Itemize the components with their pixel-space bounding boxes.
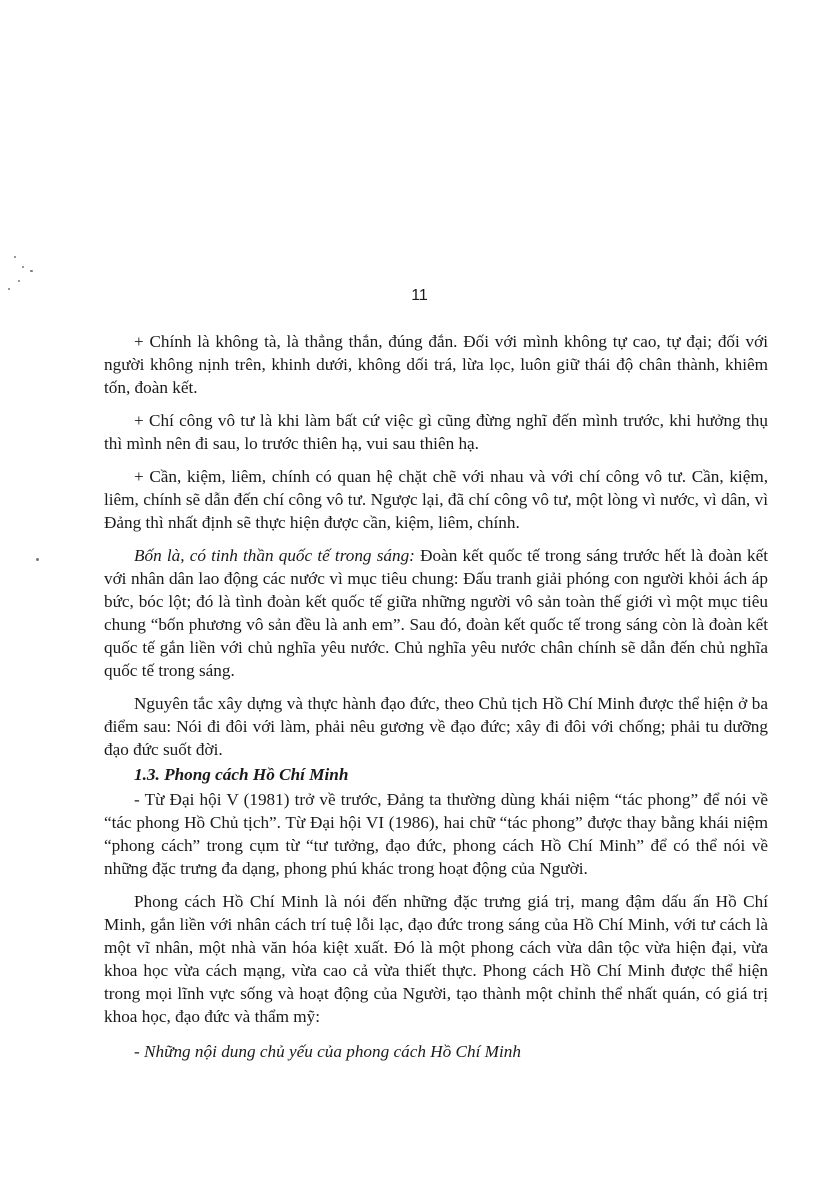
section-heading: 1.3. Phong cách Hồ Chí Minh bbox=[134, 765, 349, 784]
subheading-main-contents bbox=[104, 1038, 768, 1063]
paragraph-style-definition: Phong cách Hồ Chí Minh là nói đến những đặc trưng giá trị, mang đậm dấu ấn Hồ Chí Minh, gắn liền với nhân cách trí tuệ lỗi lạc, đạo đức trong sáng của Hồ Chí Minh, với tư cách là một vĩ nhân, một nhà văn hóa kiệt xuất. Đó là một phong cách vừa dân tộc vừa hiện đại, vừa khoa học vừa cách mạng, vừa cao cả vừa thiết thực. Phong cách Hồ Chí Minh được thể hiện trong mọi lĩnh vực sống và hoạt động của Người, tạo thành một chỉnh thể nhất quán, có giá trị khoa học, đạo đức và thẩm mỹ: bbox=[104, 892, 768, 1026]
scan-speck bbox=[36, 558, 39, 561]
internationalism-body: Đoàn kết quốc tế trong sáng trước hết là đoàn kết với nhân dân lao động các nước vì mục tiêu chung: Đấu tranh giải phóng con người khỏi ách áp bức, bóc lột; đó là tình đoàn kết quốc tế giữa những người vô sản toàn thế giới vì một mục tiêu chung “bốn phương vô sản đều là anh em”. Sau đó, đoàn kết quốc tế trong sáng còn là đoàn kết quốc tế gắn liền với chủ nghĩa yêu nước. Chủ nghĩa yêu nước chân chính sẽ dẫn đến chủ nghĩa quốc tế trong sáng. bbox=[104, 546, 769, 680]
scan-speck bbox=[18, 280, 20, 282]
paragraph-impartiality: + Chí công vô tư là khi làm bất cứ việc gì cũng đừng nghĩ đến mình trước, khi hưởng thụ thì mình nên đi sau, lo trước thiên hạ, vui sau thiên hạ. bbox=[104, 411, 768, 453]
paragraph-principles: Nguyên tắc xây dựng và thực hành đạo đức, theo Chủ tịch Hồ Chí Minh được thể hiện ở ba điểm sau: Nói đi đôi với làm, phải nêu gương về đạo đức; xây đi đôi với chống; phải tu dưỡng đạo đức suốt đời. bbox=[104, 694, 768, 759]
paragraph-internationalism bbox=[104, 544, 768, 682]
page-body bbox=[104, 330, 768, 1063]
scan-speck bbox=[22, 266, 24, 268]
paragraph-virtues-relation: + Cần, kiệm, liêm, chính có quan hệ chặt chẽ với nhau và với chí công vô tư. Cần, kiệm, liêm, chính sẽ dẫn đến chí công vô tư. Ngược lại, đã chí công vô tư, một lòng vì nước, vì dân, vì Đảng thì nhất định sẽ thực hiện được cần, kiệm, liêm, chính. bbox=[104, 467, 768, 532]
internationalism-lead: Bốn là, có tinh thần quốc tế trong sáng: bbox=[134, 546, 415, 565]
scan-speck bbox=[14, 256, 16, 258]
paragraph-integrity: + Chính là không tà, là thẳng thắn, đúng đắn. Đối với mình không tự cao, tự đại; đối với người không nịnh trên, khinh dưới, không dối trá, lừa lọc, luôn giữ thái độ chân thành, khiêm tốn, đoàn kết. bbox=[104, 332, 768, 397]
paragraph-style-history: - Từ Đại hội V (1981) trở về trước, Đảng ta thường dùng khái niệm “tác phong” để nói về “tác phong Hồ Chủ tịch”. Từ Đại hội VI (1986), hai chữ “tác phong” được thay bằng khái niệm “phong cách” trong cụm từ “tư tưởng, đạo đức, phong cách Hồ Chí Minh” để có thể nói về những đặc trưng đa dạng, phong phú khác trong hoạt động của Người. bbox=[104, 790, 768, 878]
subheading-text: - Những nội dung chủ yếu của phong cách Hồ Chí Minh bbox=[134, 1042, 521, 1061]
scan-speck bbox=[30, 270, 33, 272]
page-number: 11 bbox=[411, 287, 428, 304]
